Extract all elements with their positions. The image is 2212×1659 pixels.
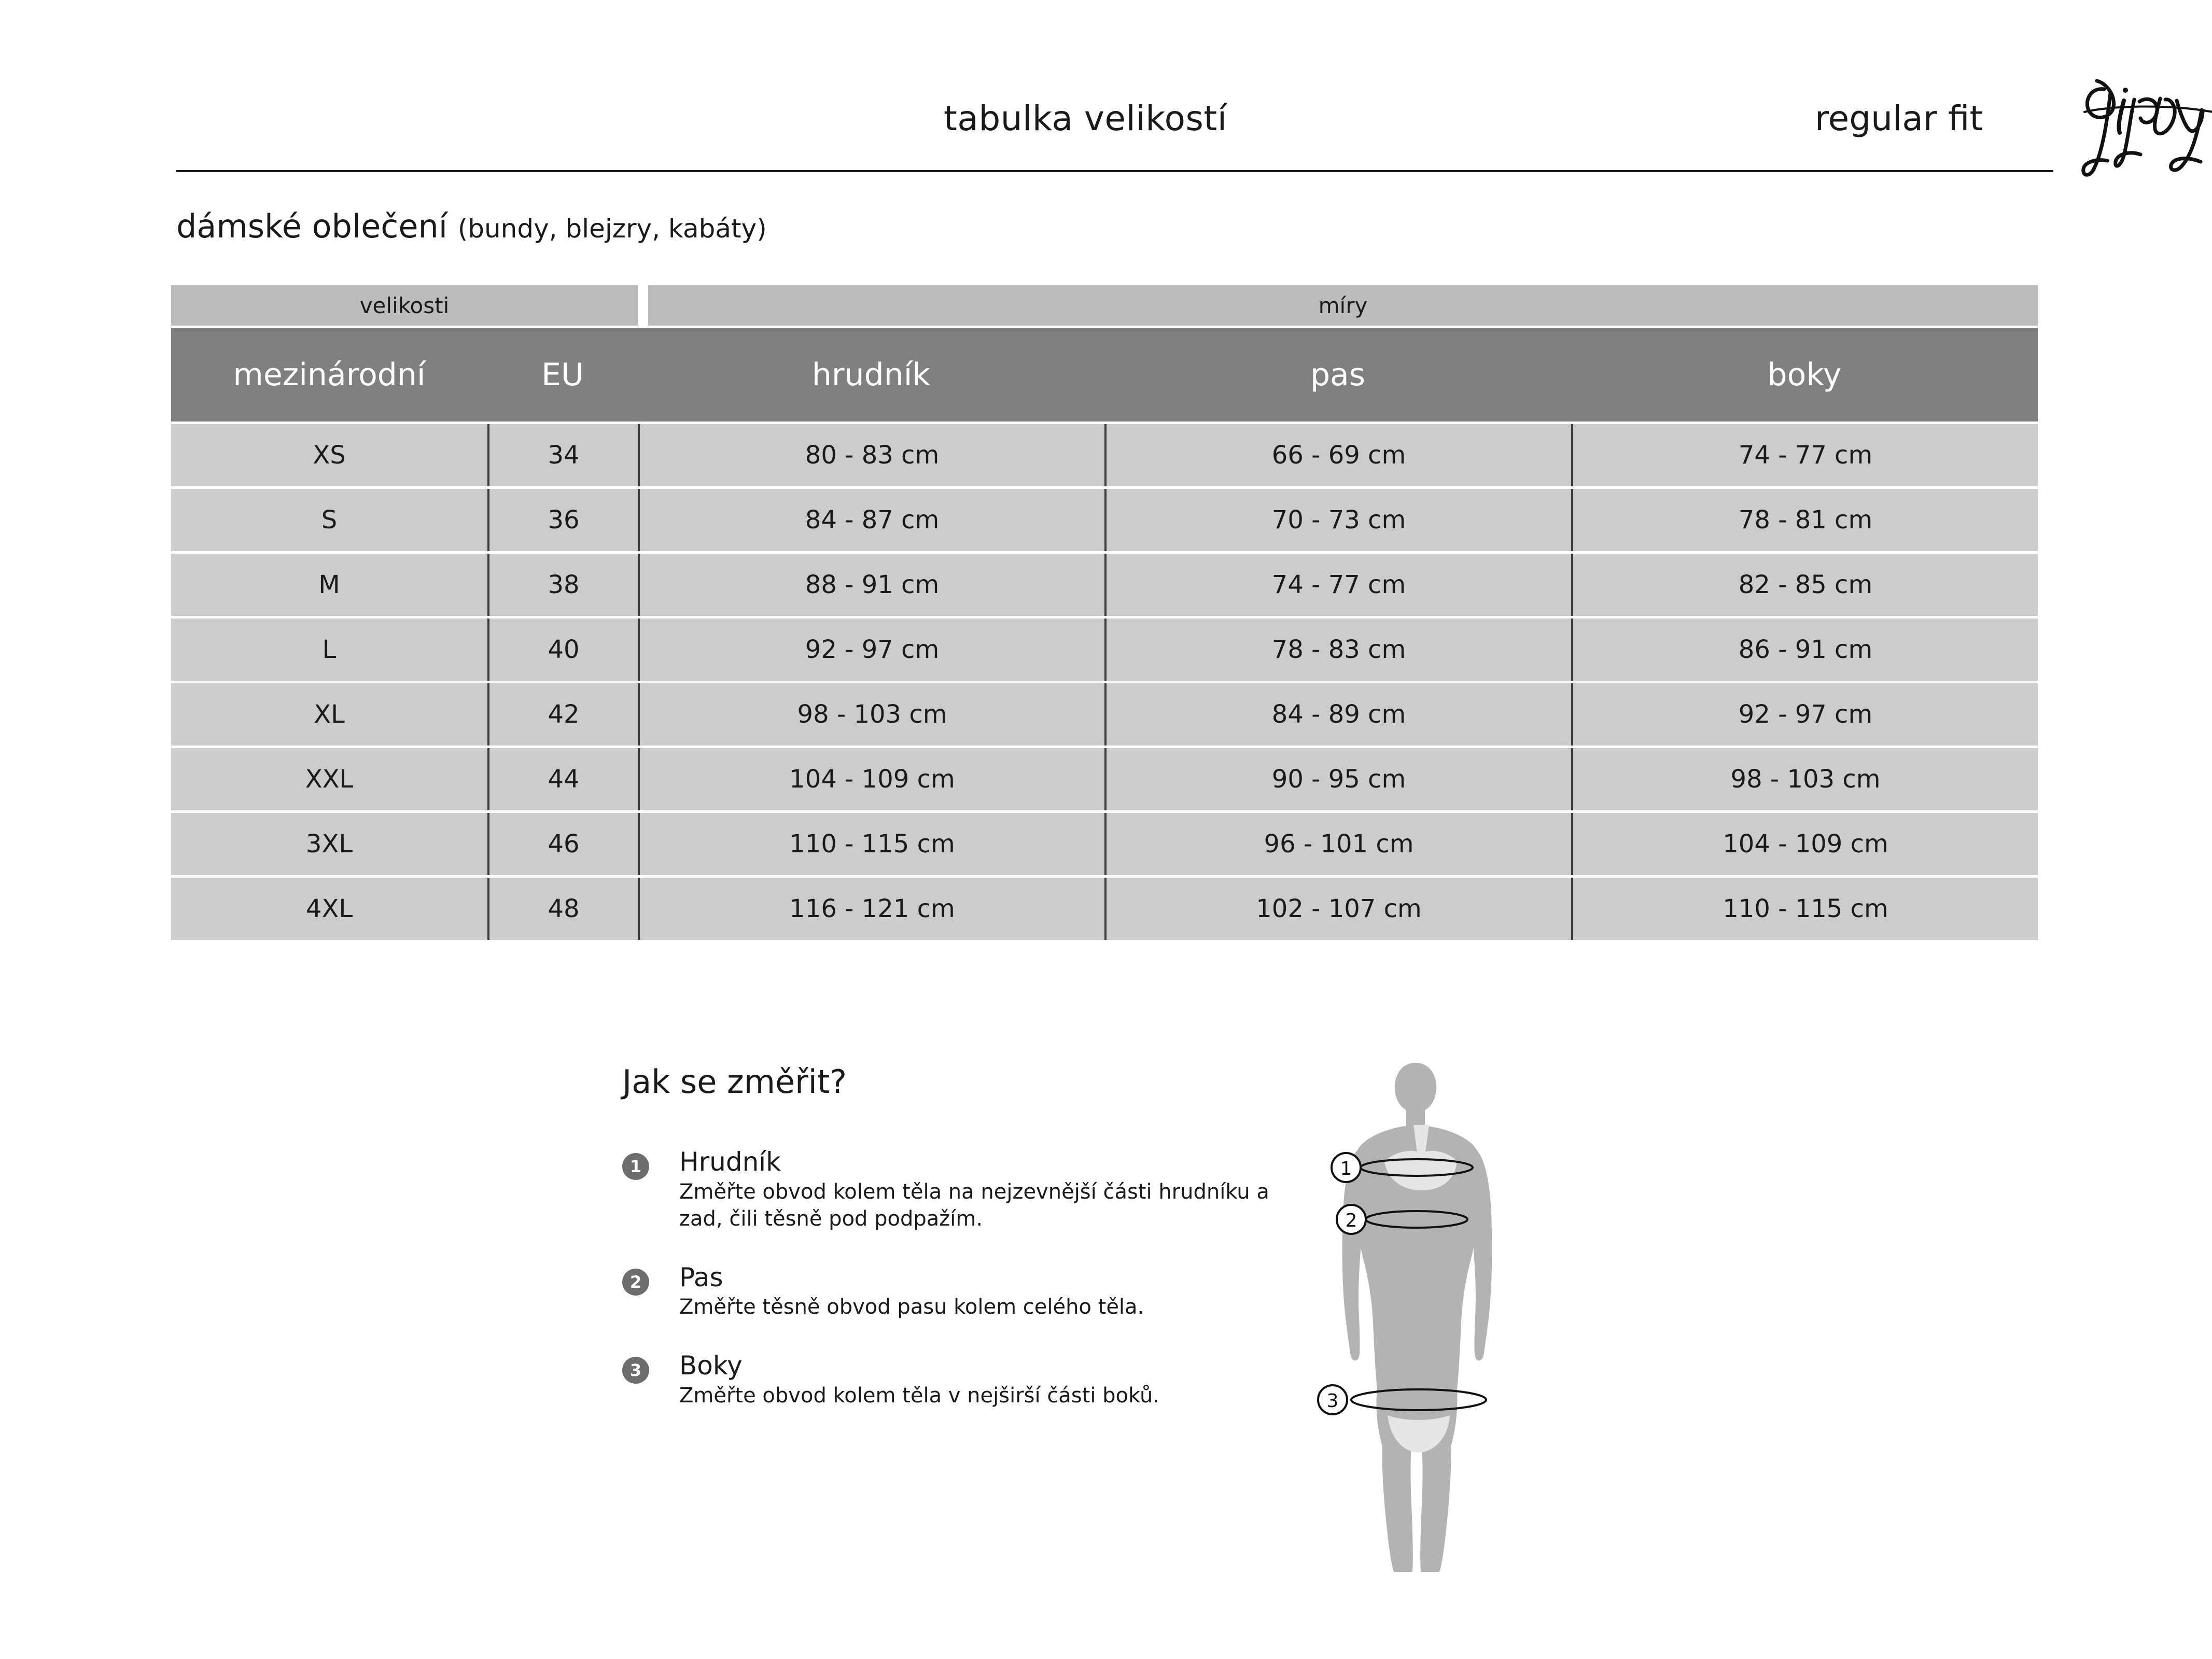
cell-waist: 102 - 107 cm: [1104, 878, 1571, 940]
cell-chest: 80 - 83 cm: [638, 424, 1104, 486]
cell-hips: 110 - 115 cm: [1571, 878, 2038, 940]
column-header-waist: pas: [1104, 328, 1571, 421]
cell-waist: 66 - 69 cm: [1104, 424, 1571, 486]
section-title-main: dámské oblečení: [176, 207, 448, 245]
howto-desc-waist: Změřte těsně obvod pasu kolem celého těla.: [679, 1295, 1144, 1319]
cell-chest: 116 - 121 cm: [638, 878, 1104, 940]
howto-list: [622, 1146, 1296, 1438]
marker-label-2: 2: [1345, 1210, 1357, 1231]
howto-item-waist: [622, 1261, 1296, 1321]
cell-international: S: [321, 505, 338, 535]
cell-international: L: [322, 635, 337, 664]
cell-hips: 78 - 81 cm: [1571, 489, 2038, 551]
cell-waist: 96 - 101 cm: [1104, 813, 1571, 875]
cell-chest: 104 - 109 cm: [638, 748, 1104, 810]
table-row: [171, 618, 2038, 681]
gipsy-logo: [2074, 62, 2212, 192]
cell-international: M: [318, 570, 340, 599]
howto-item-chest: [622, 1146, 1296, 1232]
column-header-international: mezinárodní: [171, 328, 487, 421]
group-header-gap: [638, 285, 648, 326]
table-row: [171, 813, 2038, 875]
cell-waist: 78 - 83 cm: [1104, 618, 1571, 681]
cell-waist: 84 - 89 cm: [1104, 683, 1571, 746]
table-row: [171, 748, 2038, 810]
cell-international: XXL: [305, 765, 354, 794]
step-badge-1: 1: [622, 1153, 649, 1180]
fit-label: regular fit: [1815, 99, 1983, 138]
section-title-sub: (bundy, blejzry, kabáty): [457, 214, 767, 244]
section-title: [176, 207, 767, 245]
table-row: [171, 554, 2038, 616]
table-row: [171, 878, 2038, 940]
cell-eu: 38: [487, 554, 638, 616]
cell-waist: 70 - 73 cm: [1104, 489, 1571, 551]
page-title: tabulka velikostí: [944, 99, 1227, 138]
howto-item-hips: [622, 1349, 1296, 1409]
table-group-header-row: [171, 285, 2038, 326]
howto-label-waist: Pas: [679, 1262, 723, 1292]
cell-international: 3XL: [305, 830, 353, 859]
cell-eu: 40: [487, 618, 638, 681]
table-row: [171, 424, 2038, 486]
cell-eu: 34: [487, 424, 638, 486]
step-badge-3: 3: [622, 1357, 649, 1384]
cell-international: XL: [314, 700, 345, 729]
marker-label-1: 1: [1340, 1158, 1352, 1179]
howto-desc-chest: Změřte obvod kolem těla na nejzevnější části hrudníku a zad, čili těsně pod podpažím.: [679, 1179, 1269, 1231]
cell-hips: 82 - 85 cm: [1571, 554, 2038, 616]
cell-chest: 110 - 115 cm: [638, 813, 1104, 875]
howto-desc-hips: Změřte obvod kolem těla v nejširší části boků.: [679, 1383, 1160, 1408]
table-header-row: [171, 328, 2038, 421]
cell-waist: 74 - 77 cm: [1104, 554, 1571, 616]
cell-chest: 98 - 103 cm: [638, 683, 1104, 746]
cell-eu: 44: [487, 748, 638, 810]
cell-hips: 98 - 103 cm: [1571, 748, 2038, 810]
howto-label-chest: Hrudník: [679, 1147, 781, 1177]
cell-eu: 48: [487, 878, 638, 940]
cell-eu: 36: [487, 489, 638, 551]
cell-hips: 86 - 91 cm: [1571, 618, 2038, 681]
cell-chest: 84 - 87 cm: [638, 489, 1104, 551]
body-measurement-figure: [1286, 1058, 1607, 1576]
column-header-hips: boky: [1571, 328, 2038, 421]
cell-eu: 42: [487, 683, 638, 746]
size-table: [171, 285, 2038, 940]
cell-hips: 74 - 77 cm: [1571, 424, 2038, 486]
cell-international: XS: [313, 441, 346, 470]
cell-hips: 104 - 109 cm: [1571, 813, 2038, 875]
page-header: [176, 93, 2053, 176]
cell-chest: 88 - 91 cm: [638, 554, 1104, 616]
column-header-chest: hrudník: [638, 328, 1104, 421]
howto-label-hips: Boky: [679, 1351, 743, 1381]
table-row: [171, 683, 2038, 746]
group-header-measures: míry: [648, 285, 2038, 326]
step-badge-2: 2: [622, 1269, 649, 1296]
howto-title: Jak se změřit?: [622, 1063, 847, 1101]
cell-waist: 90 - 95 cm: [1104, 748, 1571, 810]
marker-label-3: 3: [1326, 1390, 1339, 1412]
cell-international: 4XL: [305, 894, 353, 923]
table-row: [171, 489, 2038, 551]
cell-chest: 92 - 97 cm: [638, 618, 1104, 681]
cell-hips: 92 - 97 cm: [1571, 683, 2038, 746]
cell-eu: 46: [487, 813, 638, 875]
group-header-sizes: velikosti: [171, 285, 638, 326]
header-divider: [176, 170, 2053, 172]
column-header-eu: EU: [487, 328, 638, 421]
